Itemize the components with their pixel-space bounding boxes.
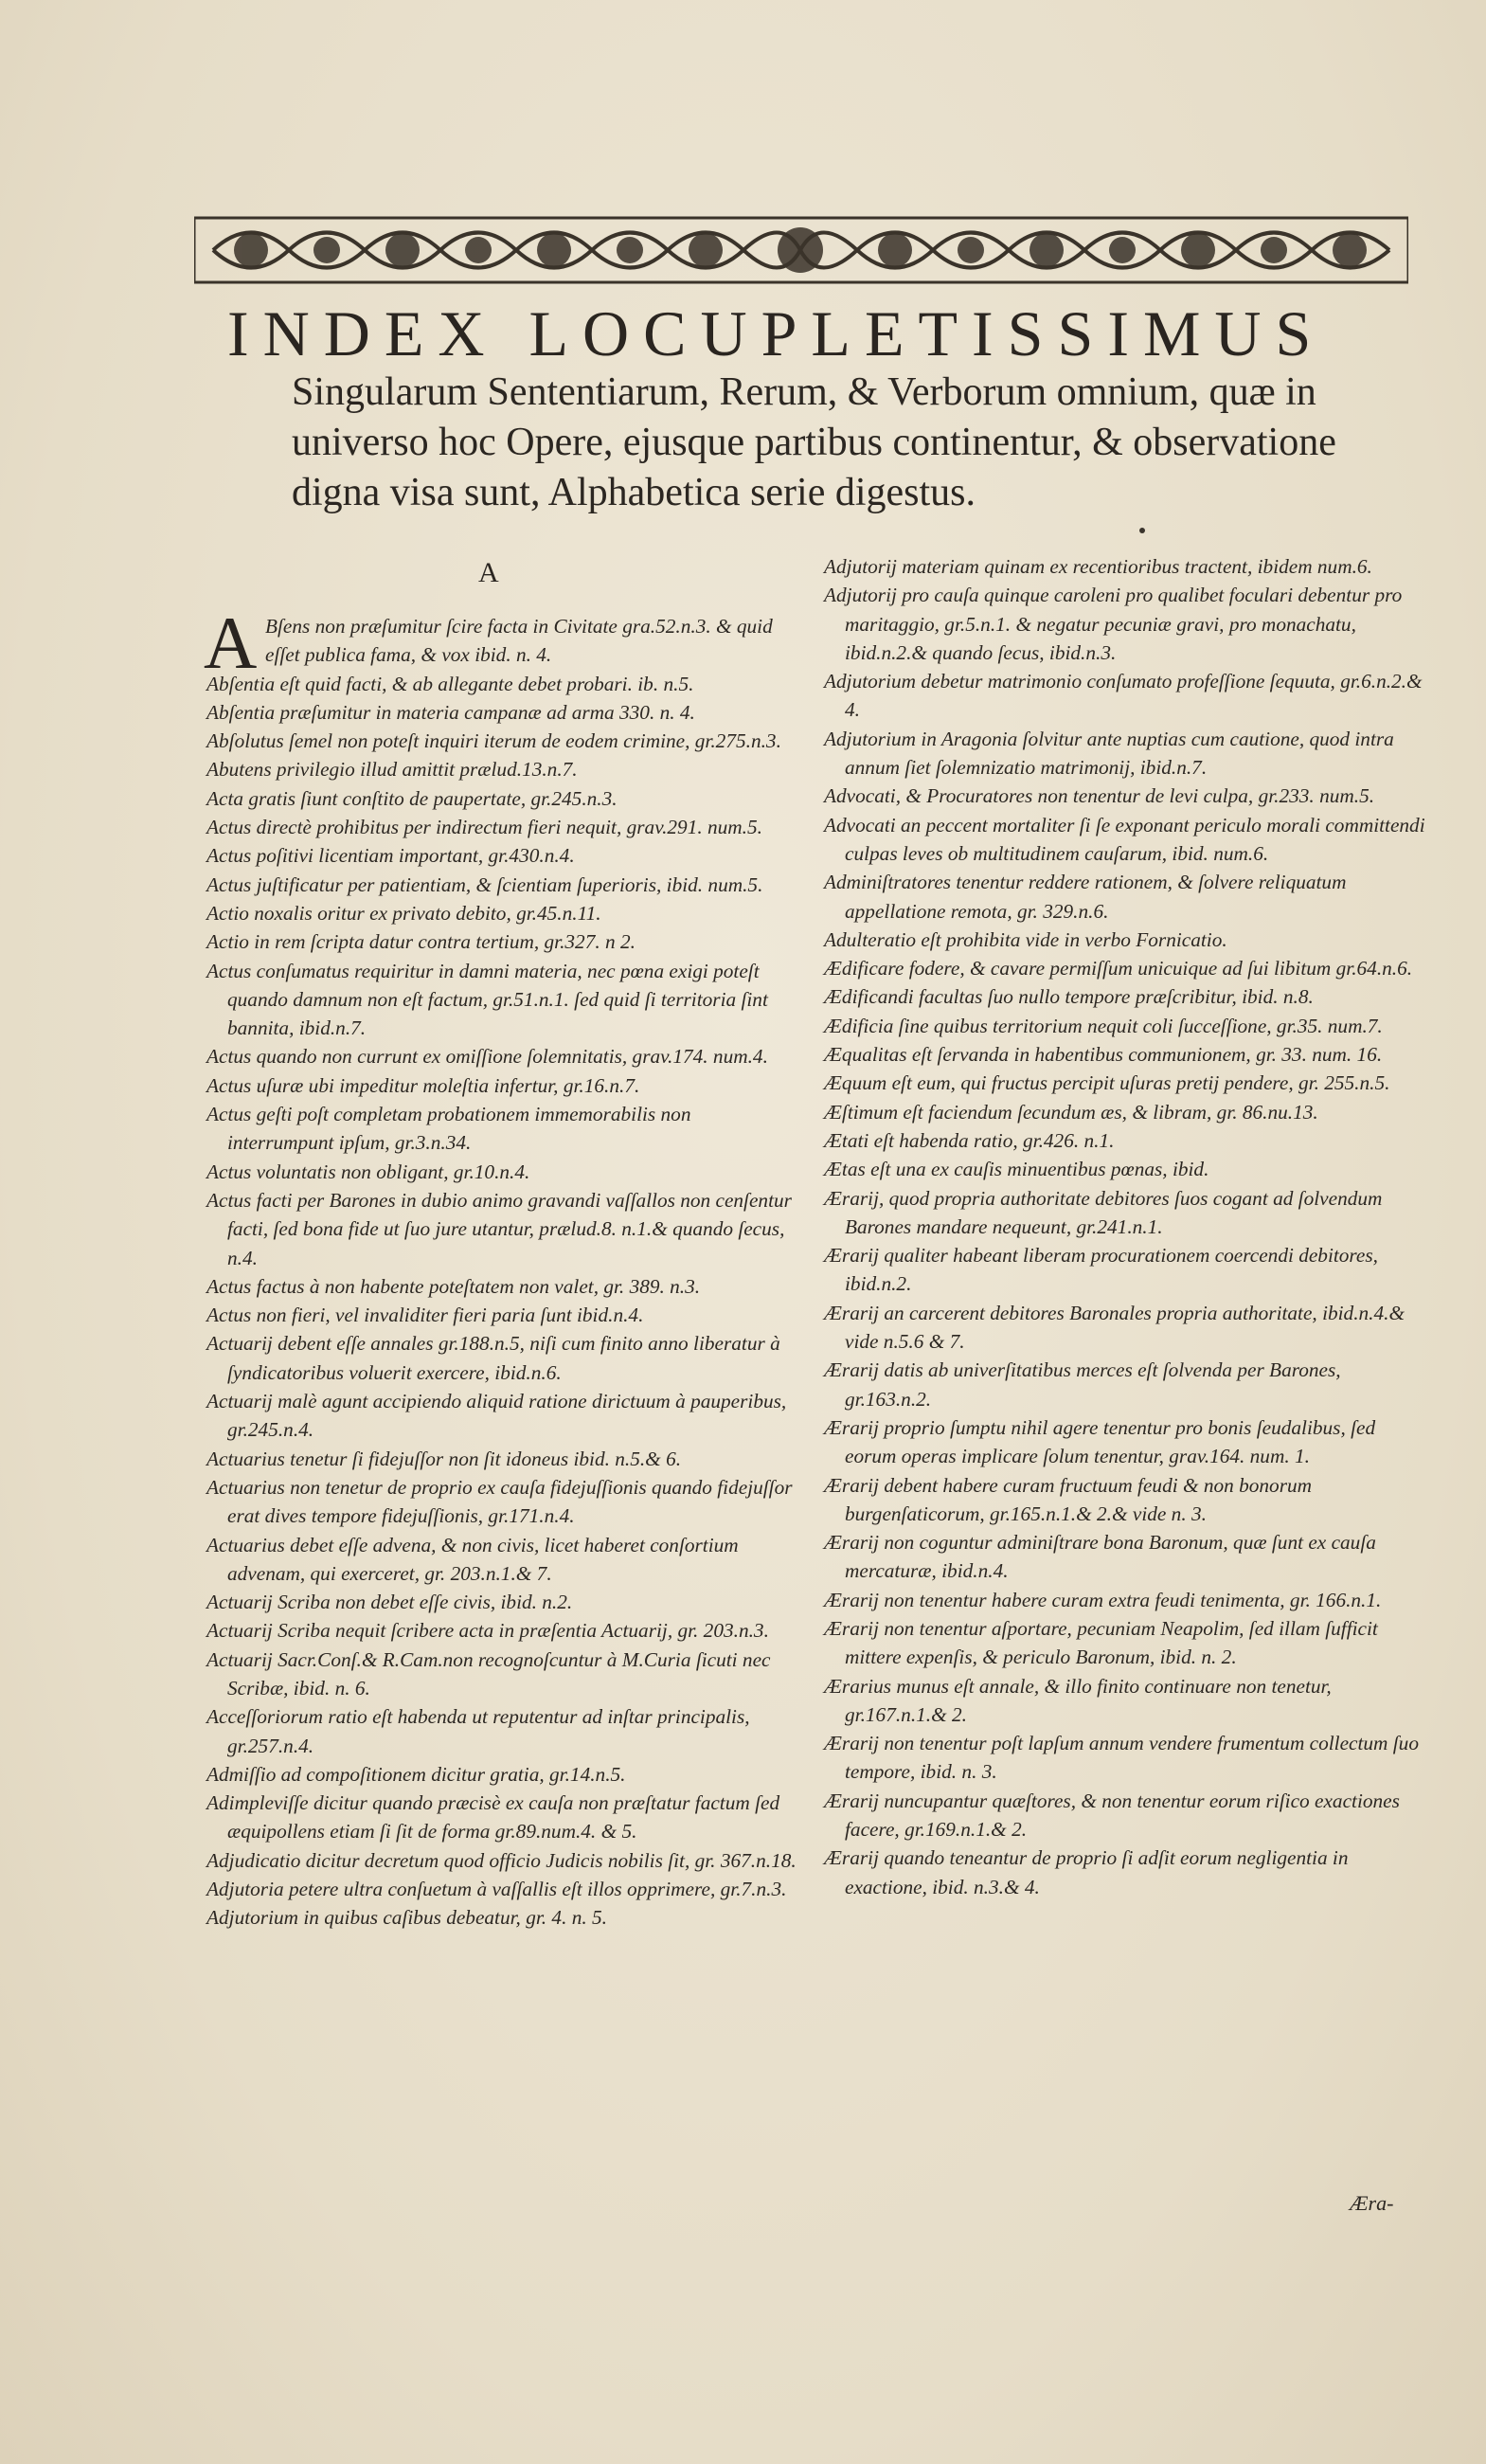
index-entry: Ætas eſt una ex cauſis minuentibus pœnas, ibid. <box>824 1158 1209 1181</box>
index-entry: Actus poſitivi licentiam important, gr.430.n.4. <box>206 844 575 868</box>
index-entry: Advocati, & Procuratores non tenentur de levi culpa, gr.233. num.5. <box>824 784 1375 808</box>
index-entry: Adjudicatio dicitur decretum quod officio Judicis nobilis ſit, gr. 367.n.18. <box>206 1848 797 1872</box>
index-entry: Abſentia præſumitur in materia campanæ ad arma 330. n. 4. <box>206 700 695 724</box>
index-entry: Actio noxalis oritur ex privato debito, gr.45.n.11. <box>206 901 601 925</box>
index-entry: Ærarij proprio ſumptu nihil agere tenentur pro bonis ſeudalibus, ſed eorum operas implicare ſolum tenentur, grav.164. num. 1. <box>824 1415 1376 1468</box>
index-entry: Actus voluntatis non obligant, gr.10.n.4. <box>206 1160 530 1183</box>
page-title: INDEX LOCUPLETISSIMUS <box>227 297 1326 369</box>
index-entry: Abſolutus ſemel non poteſt inquiri iterum de eodem crimine, gr.275.n.3. <box>206 729 781 753</box>
index-entry: Ærarij nuncupantur quæſtores, & non tenentur eorum riſico exactiones facere, gr.169.n.1.& 2. <box>824 1789 1400 1842</box>
index-entry: Ærarij quando teneantur de proprio ſi adſit eorum negligentia in exactione, ibid. n.3.& 4. <box>824 1846 1349 1898</box>
index-column-right <box>824 552 1425 1901</box>
index-entry: Advocati an peccent mortaliter ſi ſe exponant periculo morali committendi culpas leves ob multitudinem cauſarum, ibid. num.6. <box>824 813 1425 865</box>
index-entry: Acta gratis ſiunt conſtito de paupertate, gr.245.n.3. <box>206 786 618 810</box>
index-entry: Actus facti per Barones in dubio animo gravandi vaſſallos non cenſentur facti, ſed bona fide ut ſuo jure utantur, prælud.8. n.1.& quando ſecus, n.4. <box>206 1188 792 1269</box>
index-entry: Actus non fieri, vel invaliditer fieri paria ſunt ibid.n.4. <box>206 1304 644 1327</box>
index-entry: Adjutorium in quibus caſibus debeatur, gr. 4. n. 5. <box>206 1906 607 1930</box>
index-entry: Æſtimum eſt faciendum ſecundum æs, & libram, gr. 86.nu.13. <box>824 1100 1318 1124</box>
ink-dot <box>1139 528 1145 533</box>
index-entry: Actus juſtificatur per patientiam, & ſcientiam ſuperioris, ibid. num.5. <box>206 872 763 896</box>
index-entry: Adjutoria petere ultra conſuetum à vaſſallis eſt illos opprimere, gr.7.n.3. <box>206 1878 787 1901</box>
index-entry: Actus conſumatus requiritur in damni materia, nec pœna exigi poteſt quando damnum non eſt factum, gr.51.n.1. ſed quid ſi territoria ſint bannita, ibid.n.7. <box>206 959 768 1040</box>
index-entry: Actuarij debent eſſe annales gr.188.n.5, niſi cum finito anno liberatur à ſyndicatoribus voluerit exercere, ibid.n.6. <box>206 1332 780 1384</box>
index-entry: Ærarij qualiter habeant liberam procurationem coercendi debitores, ibid.n.2. <box>824 1244 1378 1296</box>
index-entry: Ærarij non tenentur aſportare, pecuniam Neapolim, ſed illam ſufficit mittere expenſis, & periculo Baronum, ibid. n. 2. <box>824 1616 1378 1669</box>
index-entry: Actuarij Scriba nequit ſcribere acta in præſentia Actuarij, gr. 203.n.3. <box>206 1619 769 1643</box>
index-entry: Adminiſtratores tenentur reddere rationem, & ſolvere reliquatum appellatione remota, gr. 329.n.6. <box>824 871 1347 923</box>
index-entry: Ærarij non tenentur habere curam extra feudi tenimenta, gr. 166.n.1. <box>824 1588 1382 1611</box>
index-entry: Ærarius munus eſt annale, & illo finito continuare non tenetur, gr.167.n.1.& 2. <box>824 1674 1332 1726</box>
index-entry: Actus factus à non habente poteſtatem non valet, gr. 389. n.3. <box>206 1274 701 1298</box>
index-entry: Actuarius tenetur ſi fidejuſſor non ſit idoneus ibid. n.5.& 6. <box>206 1447 682 1470</box>
index-entry: Æqualitas eſt ſervanda in habentibus communionem, gr. 33. num. 16. <box>824 1043 1383 1067</box>
index-entry: Ærarij an carcerent debitores Baronales propria authoritate, ibid.n.4.& vide n.5.6 & 7. <box>824 1301 1405 1354</box>
index-entry: Ærarij, quod propria authoritate debitores ſuos cogant ad ſolvendum Barones mandare nequeunt, gr.241.n.1. <box>824 1186 1383 1238</box>
index-column-left <box>206 612 798 1933</box>
index-entry: Actus geſti poſt completam probationem immemorabilis non interrumpunt ipſum, gr.3.n.34. <box>206 1103 691 1155</box>
index-entry: Ædificare fodere, & cavare permiſſum unicuique ad ſui libitum gr.64.n.6. <box>824 957 1413 980</box>
index-entry: Ætati eſt habenda ratio, gr.426. n.1. <box>824 1128 1115 1152</box>
index-entry: Adimpleviſſe dicitur quando præcisè ex cauſa non præſtatur factum ſed æquipollens etiam ſi ſit de forma gr.89.num.4. & 5. <box>206 1791 780 1844</box>
index-entry: Æquum eſt eum, qui fructus percipit uſuras pretij pendere, gr. 255.n.5. <box>824 1071 1390 1095</box>
index-entry: Ærarij datis ab univerſitatibus merces eſt ſolvenda per Barones, gr.163.n.2. <box>824 1358 1341 1411</box>
catchword: Æra- <box>1350 2191 1394 2215</box>
index-entry: Adjutorij pro cauſa quinque caroleni pro qualibet foculari debentur pro maritaggio, gr.5.n.1. & negatur pecuniæ gravi, pro monachatu, ibid.n.2.& quando ſecus, ibid.n.3. <box>824 584 1403 664</box>
index-entry: Ærarij non coguntur adminiſtrare bona Baronum, quæ ſunt ex cauſa mercaturæ, ibid.n.4. <box>824 1531 1376 1583</box>
index-entry: Ærarij non tenentur poſt lapſum annum vendere frumentum collectum ſuo tempore, ibid. n. 3. <box>824 1732 1419 1784</box>
index-entry: Actus quando non currunt ex omiſſione ſolemnitatis, grav.174. num.4. <box>206 1045 768 1069</box>
index-entry: Actuarius debet eſſe advena, & non civis, licet haberet conſortium advenam, qui exerceret, gr. 203.n.1.& 7. <box>206 1533 739 1585</box>
section-letter: A <box>478 557 499 588</box>
index-entry: Actio in rem ſcripta datur contra tertium, gr.327. n 2. <box>206 930 636 954</box>
index-entry: Actuarij Scriba non debet eſſe civis, ibid. n.2. <box>206 1591 573 1614</box>
index-entry: Ærarij debent habere curam fructuum feudi & non bonorum burgenſaticorum, gr.165.n.1.& 2.& vide n. 3. <box>824 1473 1313 1525</box>
index-entry: Admiſſio ad compoſitionem dicitur gratia, gr.14.n.5. <box>206 1762 626 1786</box>
index-entry: Bſens non præſumitur ſcire facta in Civitate gra.52.n.3. & quid eſſet publica fama, & vox ibid. n. 4. <box>265 615 773 667</box>
index-entry: Actus uſuræ ubi impeditur moleſtia infertur, gr.16.n.7. <box>206 1073 640 1097</box>
floral-headpiece-ornament-icon <box>194 210 1408 290</box>
page-subtitle: Singularum Sententiarum, Rerum, & Verborum omnium, quæ in universo hoc Opere, ejusque partibus continentur, & observatione digna visa sunt, Alphabetica serie digestus. <box>292 370 1336 514</box>
index-entry: Adjutorium debetur matrimonio conſumato profeſſione ſequuta, gr.6.n.2.& 4. <box>824 670 1423 722</box>
index-entry: Adjutorij materiam quinam ex recentioribus tractent, ibidem num.6. <box>824 555 1372 578</box>
index-entry: Actuarij Sacr.Conſ.& R.Cam.non recognoſcuntur à M.Curia ſicuti nec Scribæ, ibid. n. 6. <box>206 1647 771 1700</box>
index-entry: Ædificandi facultas ſuo nullo tempore præſcribitur, ibid. n.8. <box>824 985 1314 1009</box>
index-entry: Abſentia eſt quid facti, & ab allegante debet probari. ib. n.5. <box>206 672 694 695</box>
index-entry: Ædificia ſine quibus territorium nequit coli ſucceſſione, gr.35. num.7. <box>824 1014 1383 1037</box>
index-entry: Actus directè prohibitus per indirectum fieri nequit, grav.291. num.5. <box>206 816 762 839</box>
index-entry: Acceſſoriorum ratio eſt habenda ut reputentur ad inſtar principalis, gr.257.n.4. <box>206 1705 750 1757</box>
index-entry: Abutens privilegio illud amittit prælud.13.n.7. <box>206 758 578 782</box>
index-entry: Actuarius non tenetur de proprio ex cauſa fidejuſſionis quando fidejuſſor erat dives tempore fidejuſſionis, gr.171.n.4. <box>206 1475 793 1528</box>
drop-cap: A <box>204 602 258 684</box>
index-entry: Adjutorium in Aragonia ſolvitur ante nuptias cum cautione, quod intra annum ſiet ſolemnizatio matrimonij, ibid.n.7. <box>824 727 1394 780</box>
index-entry: Actuarij malè agunt accipiendo aliquid ratione dirictuum à pauperibus, gr.245.n.4. <box>206 1390 787 1442</box>
index-entry: Adulteratio eſt prohibita vide in verbo Fornicatio. <box>824 927 1227 951</box>
